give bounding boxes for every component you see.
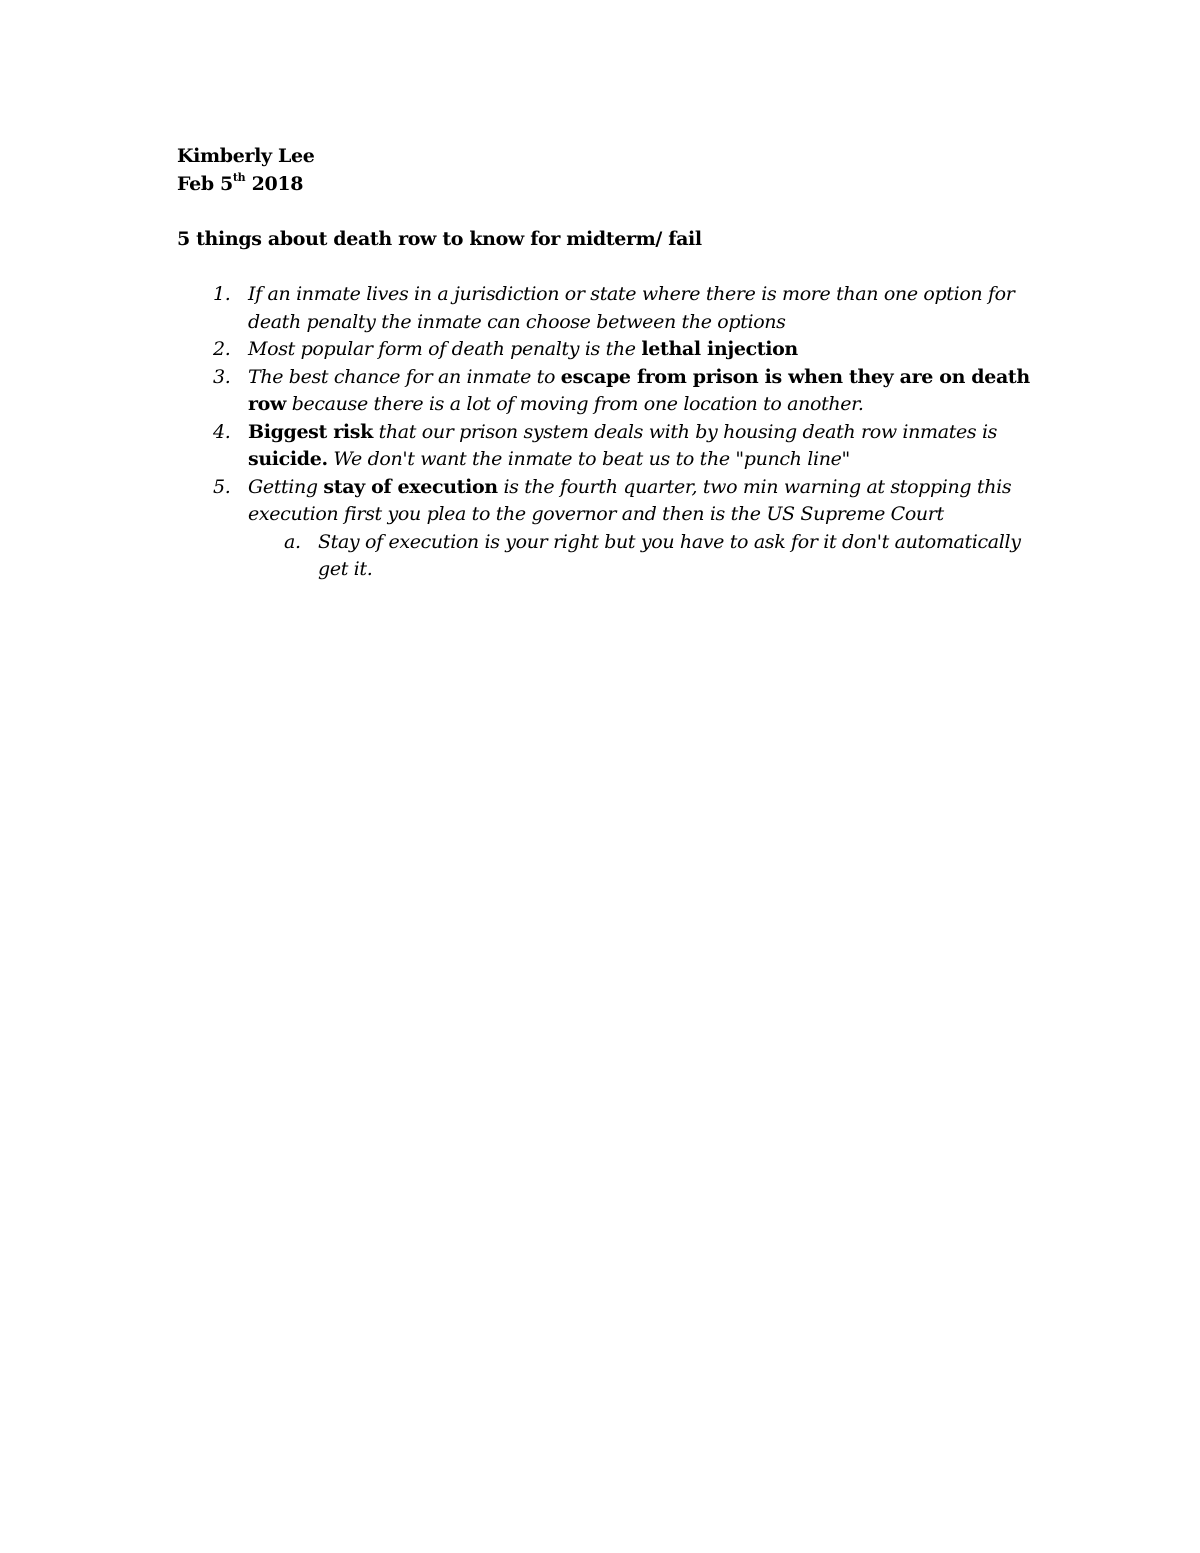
list-item-number: 1.: [213, 283, 231, 305]
document-title: 5 things about death row to know for midterm/ fail: [177, 227, 702, 250]
list-item-number: 5.: [213, 475, 231, 498]
list-item-number: 4.: [213, 420, 231, 443]
list-item-emphasis: stay of execution: [323, 475, 498, 498]
list-item: [177, 364, 1037, 419]
sub-list: [248, 529, 1037, 584]
list-item-emphasis: escape from prison is when they are on death row: [248, 365, 1030, 415]
list-item-emphasis: Biggest risk: [248, 420, 373, 443]
sub-list-item: [248, 529, 1037, 584]
list-item: [177, 336, 1037, 364]
list-item: [177, 474, 1037, 584]
list-item-emphasis: lethal injection: [641, 338, 798, 360]
document-body: [177, 143, 1037, 584]
sub-list-item-letter: a.: [284, 530, 301, 553]
date-day: Feb 5: [177, 172, 233, 195]
list-item: [177, 419, 1037, 474]
list-item-number: 3.: [213, 365, 231, 388]
list-item-text: that our prison system deals with by housing death row inmates is: [372, 420, 998, 443]
list-item-text: Getting: [248, 475, 324, 498]
list-item-number: 2.: [213, 338, 231, 360]
author-name: Kimberly Lee: [177, 145, 315, 167]
blank-line: [177, 198, 1037, 226]
list-item-text: The best chance for an inmate to: [248, 365, 561, 388]
list-item-emphasis: suicide.: [248, 448, 328, 470]
list-item-text: is the fourth quarter, two min warning at stopping this execution first you plea to the governor and then is the US Supreme Court: [248, 475, 1012, 525]
list-item-text: If an inmate lives in a jurisdiction or state where there is more than one option for death penalty the inmate can choose between the options: [248, 283, 1015, 333]
sub-list-item-text: Stay of execution is your right but you have to ask for it don't automatically get it.: [318, 530, 1021, 580]
date-ordinal-suffix: th: [232, 171, 246, 185]
list-item: [177, 281, 1037, 336]
date-year: 2018: [245, 172, 304, 195]
list-item-text: We don't want the inmate to beat us to the "punch line": [327, 448, 850, 470]
list-item-text: because there is a lot of moving from one location to another.: [286, 393, 864, 415]
numbered-list: [177, 281, 1037, 584]
list-item-text: Most popular form of death penalty is the: [248, 338, 642, 360]
document-date: [177, 171, 1037, 199]
